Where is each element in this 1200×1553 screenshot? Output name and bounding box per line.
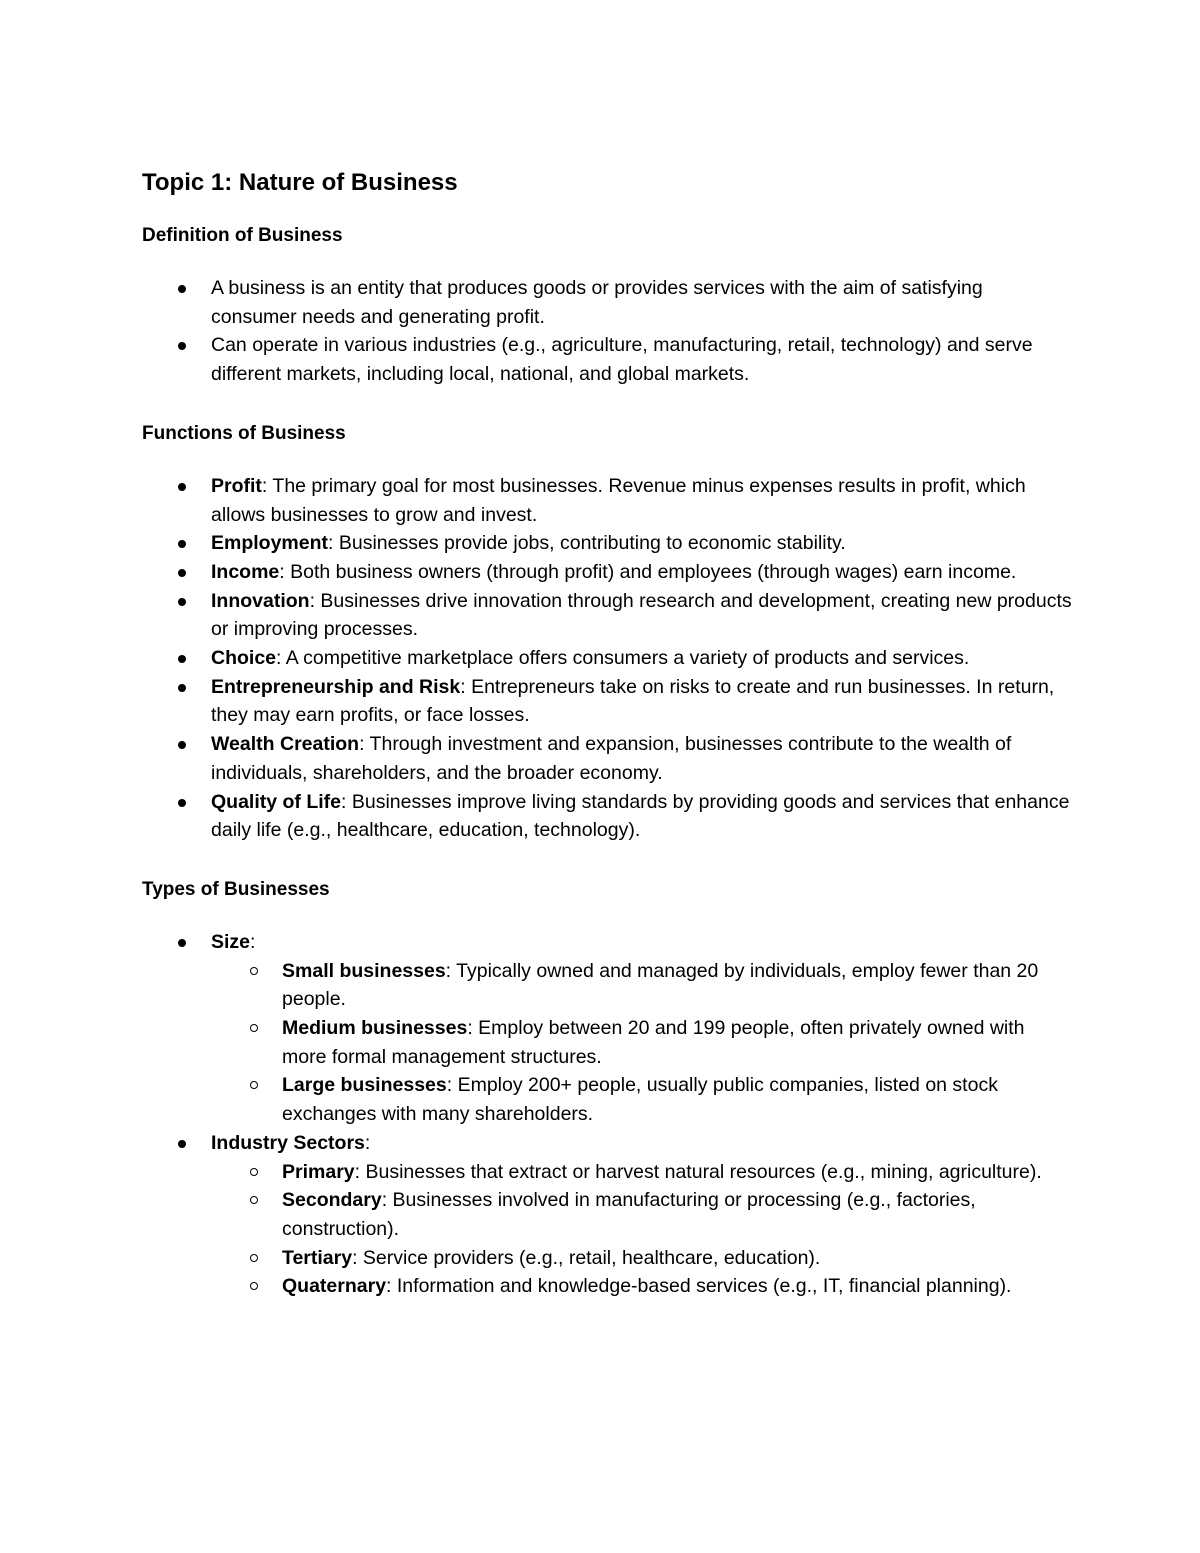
circle-bullet-icon xyxy=(250,967,258,975)
bullet-icon xyxy=(178,939,186,947)
types-heading: Types of Businesses xyxy=(142,878,330,900)
bullet-icon xyxy=(178,799,186,807)
list-item: Size: Small businesses: Typically owned and managed by individuals, employ fewer than 20 people. Medium businesses: Employ between 20 and 199 people, often privately owned with more formal management structures. Large businesses: Employ 200+ people, usually public companies, listed on stock exchanges with many shareholders. xyxy=(211,928,1072,1129)
list-item: Industry Sectors: Primary: Businesses that extract or harvest natural resources (e.g., mining, agriculture). Secondary: Businesses involved in manufacturing or processing (e.g., factories, construction). Tertiary: Service providers (e.g., retail, healthcare, education). Quaternary: Information and knowledge-based services (e.g., IT, financial planning). xyxy=(211,1129,1072,1301)
list-item: Medium businesses: Employ between 20 and 199 people, often privately owned with more formal management structures. xyxy=(282,1014,1072,1071)
size-sublist xyxy=(211,957,1072,1129)
sectors-sublist xyxy=(211,1158,1072,1302)
circle-bullet-icon xyxy=(250,1024,258,1032)
bullet-icon xyxy=(178,285,186,293)
bullet-icon xyxy=(178,684,186,692)
circle-bullet-icon xyxy=(250,1254,258,1262)
list-item: Quaternary: Information and knowledge-based services (e.g., IT, financial planning). xyxy=(282,1272,1072,1301)
document-page xyxy=(142,166,1072,1301)
bullet-icon xyxy=(178,741,186,749)
bullet-icon xyxy=(178,1140,186,1148)
functions-list xyxy=(142,472,1072,845)
definition-heading: Definition of Business xyxy=(142,225,343,246)
list-item: Secondary: Businesses involved in manufacturing or processing (e.g., factories, construction). xyxy=(282,1186,1072,1243)
page-title: Topic 1: Nature of Business xyxy=(142,169,458,196)
circle-bullet-icon xyxy=(250,1081,258,1089)
list-item: Quality of Life: Businesses improve living standards by providing goods and services that enhance daily life (e.g., healthcare, education, technology). xyxy=(211,788,1072,845)
circle-bullet-icon xyxy=(250,1282,258,1290)
list-item: Profit: The primary goal for most businesses. Revenue minus expenses results in profit, which allows businesses to grow and invest. xyxy=(211,472,1072,529)
list-item: Tertiary: Service providers (e.g., retail, healthcare, education). xyxy=(282,1244,1072,1273)
list-item: Can operate in various industries (e.g., agriculture, manufacturing, retail, technology) and serve different markets, including local, national, and global markets. xyxy=(211,331,1072,388)
list-item: Entrepreneurship and Risk: Entrepreneurs take on risks to create and run businesses. In return, they may earn profits, or face losses. xyxy=(211,673,1072,730)
circle-bullet-icon xyxy=(250,1196,258,1204)
bullet-icon xyxy=(178,540,186,548)
bullet-icon xyxy=(178,569,186,577)
list-item: Choice: A competitive marketplace offers consumers a variety of products and services. xyxy=(211,644,1072,673)
bullet-icon xyxy=(178,598,186,606)
definition-list xyxy=(142,274,1072,389)
circle-bullet-icon xyxy=(250,1168,258,1176)
types-list xyxy=(142,928,1072,1301)
functions-heading: Functions of Business xyxy=(142,422,346,444)
list-item: Employment: Businesses provide jobs, contributing to economic stability. xyxy=(211,529,1072,558)
bullet-icon xyxy=(178,655,186,663)
list-item: Large businesses: Employ 200+ people, usually public companies, listed on stock exchanges with many shareholders. xyxy=(282,1071,1072,1128)
bullet-icon xyxy=(178,342,186,350)
list-item: A business is an entity that produces goods or provides services with the aim of satisfying consumer needs and generating profit. xyxy=(211,274,1072,331)
list-item: Income: Both business owners (through profit) and employees (through wages) earn income. xyxy=(211,558,1072,587)
bullet-icon xyxy=(178,483,186,491)
list-item: Small businesses: Typically owned and managed by individuals, employ fewer than 20 people. xyxy=(282,957,1072,1014)
list-item: Primary: Businesses that extract or harvest natural resources (e.g., mining, agriculture). xyxy=(282,1158,1072,1187)
list-item: Innovation: Businesses drive innovation through research and development, creating new products or improving processes. xyxy=(211,587,1072,644)
list-item: Wealth Creation: Through investment and expansion, businesses contribute to the wealth of individuals, shareholders, and the broader economy. xyxy=(211,730,1072,787)
